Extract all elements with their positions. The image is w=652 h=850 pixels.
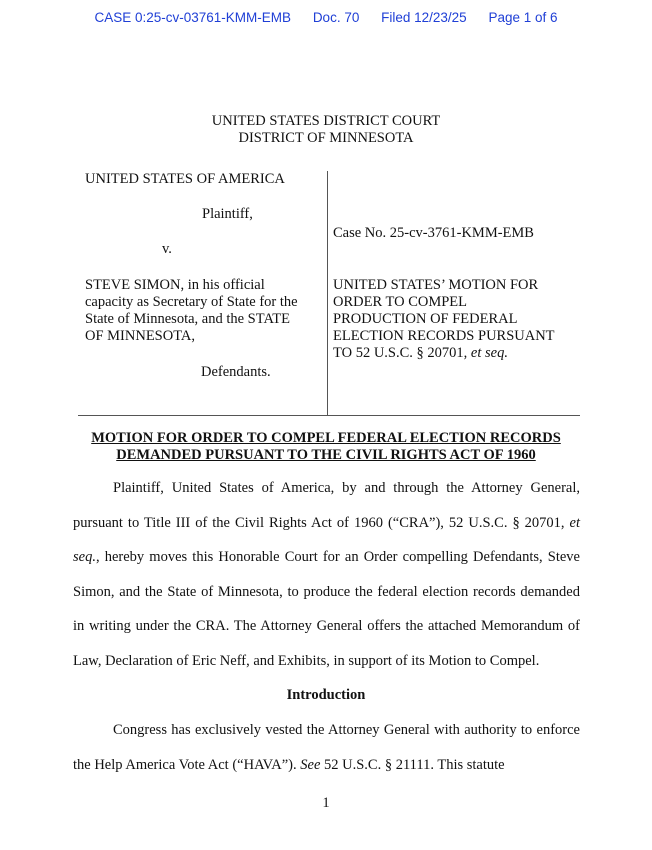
motion-title-line: UNITED STATES’ MOTION FOR bbox=[333, 277, 539, 293]
plaintiff-role: Plaintiff, bbox=[202, 206, 253, 222]
motion-paragraph-text-a: Plaintiff, United States of America, by and through the Attorney General, pursuant to Title III of the Civil Rights Act of 1960 (“CRA”), 52 U.S.C. § 20701, bbox=[73, 480, 580, 531]
court-name-line2: DISTRICT OF MINNESOTA bbox=[238, 130, 414, 146]
defendant-line: capacity as Secretary of State for the bbox=[85, 294, 298, 310]
case-caption bbox=[78, 171, 580, 416]
versus-label: v. bbox=[162, 241, 172, 257]
document-number: Doc. 70 bbox=[312, 10, 360, 25]
introduction-paragraph bbox=[73, 713, 580, 782]
defendant-line: STEVE SIMON, in his official bbox=[85, 277, 265, 293]
case-number-header: CASE 0:25-cv-03761-KMM-EMB bbox=[94, 10, 292, 25]
motion-title-et-seq: et seq. bbox=[470, 345, 508, 361]
defendant-line: State of Minnesota, and the STATE bbox=[85, 311, 291, 327]
motion-paragraph bbox=[73, 471, 580, 678]
motion-title-line: ORDER TO COMPEL bbox=[333, 294, 468, 310]
motion-title-line: PRODUCTION OF FEDERAL bbox=[333, 311, 518, 327]
motion-title bbox=[333, 277, 555, 362]
motion-title-line: ELECTION RECORDS PURSUANT bbox=[333, 328, 555, 344]
court-name-line1: UNITED STATES DISTRICT COURT bbox=[211, 113, 441, 129]
plaintiff-name: UNITED STATES OF AMERICA bbox=[85, 171, 285, 187]
motion-title-line bbox=[333, 345, 555, 362]
motion-paragraph-text-b: , hereby moves this Honorable Court for an Order compelling Defendants, Steve Simon, and the State of Minnesota, to produce the federal election records demanded in writing under the CRA. The Attorney General offers the attached Memorandum of Law, Declaration of Eric Neff, and Exhibits, in support of its Motion to Compel. bbox=[73, 549, 580, 669]
motion-title-last: TO 52 U.S.C. § 20701, bbox=[333, 345, 471, 361]
page-count: Page 1 of 6 bbox=[488, 10, 558, 25]
defendant-line: OF MINNESOTA, bbox=[85, 328, 196, 344]
filed-date: Filed 12/23/25 bbox=[381, 10, 467, 25]
motion-paragraph-italic: et seq. bbox=[73, 514, 580, 565]
ecf-header bbox=[0, 10, 652, 25]
introduction-italic: See bbox=[300, 756, 321, 773]
court-name bbox=[0, 113, 652, 147]
defendant-names bbox=[85, 277, 298, 345]
section-heading-introduction: Introduction bbox=[286, 687, 366, 703]
introduction-text-b: 52 U.S.C. § 21111. This statute bbox=[320, 756, 505, 773]
motion-heading-line1: MOTION FOR ORDER TO COMPEL FEDERAL ELECTION RECORDS bbox=[91, 430, 561, 446]
defendant-role: Defendants. bbox=[201, 364, 271, 380]
introduction-text-a: Congress has exclusively vested the Attorney General with authority to enforce the Help America Vote Act (“HAVA”). bbox=[73, 722, 580, 773]
motion-heading bbox=[0, 430, 652, 464]
motion-heading-line2: DEMANDED PURSUANT TO THE CIVIL RIGHTS ACT OF 1960 bbox=[116, 447, 536, 463]
caption-divider bbox=[327, 171, 328, 415]
page-number: 1 bbox=[322, 795, 330, 811]
case-number: Case No. 25-cv-3761-KMM-EMB bbox=[333, 225, 534, 241]
